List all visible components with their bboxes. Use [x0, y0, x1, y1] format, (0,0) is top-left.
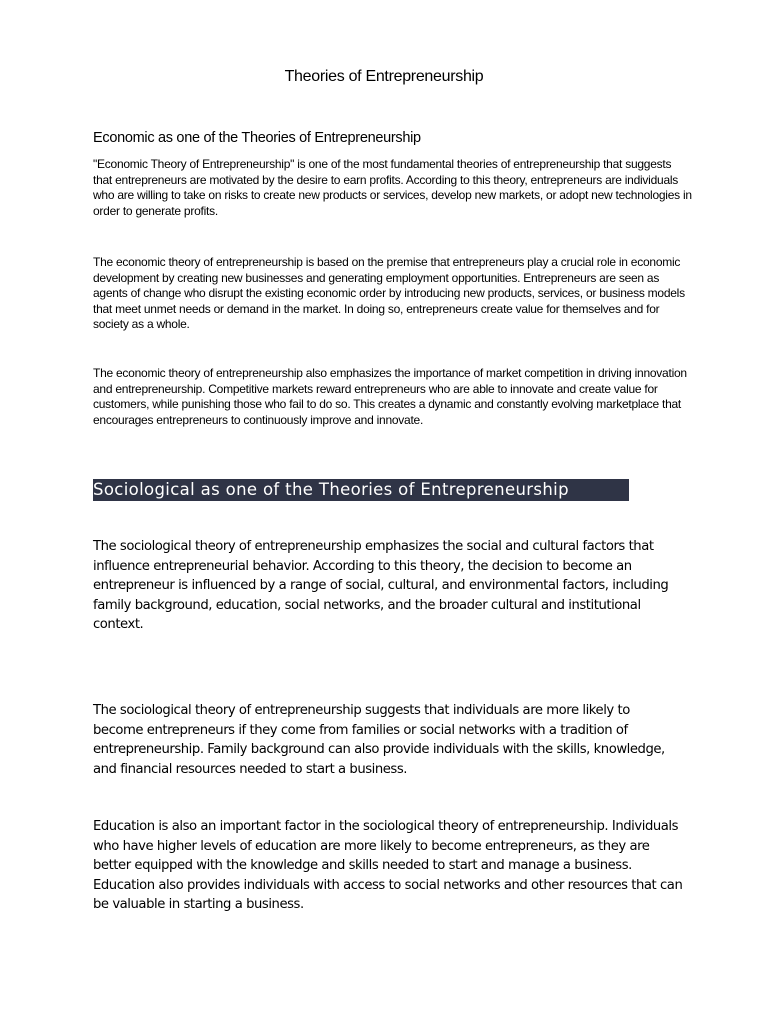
sociological-paragraph-1: The sociological theory of entrepreneurship emphasizes the social and cultural factors that influence entrepreneurial behavior. According to this theory, the decision to become an entrepreneur is influenced by a range of social, cultural, and environmental factors, including family background, education, social networks, and the broader cultural and institutional context. [93, 539, 669, 632]
document-title: Theories of Entrepreneurship [284, 68, 484, 85]
economic-paragraph-3: The economic theory of entrepreneurship also emphasizes the importance of market competition in driving innovation and entrepreneurship. Competitive markets reward entrepreneurs who are able to innovate and create value for customers, while punishing those who fail to do so. This creates a dynamic and constantly evolving marketplace that encourages entrepreneurs to continuously improve and innovate. [93, 366, 687, 427]
sociological-paragraph-2: The sociological theory of entrepreneurship suggests that individuals are more likely to become entrepreneurs if they come from families or social networks with a tradition of entrepreneurship. Family background can also provide individuals with the skills, knowledge, and financial resources needed to start a business. [93, 703, 665, 777]
sociological-section-heading: Sociological as one of the Theories of Entrepreneurship [93, 479, 629, 501]
economic-paragraph-2: The economic theory of entrepreneurship is based on the premise that entrepreneurs play a crucial role in economic development by creating new businesses and generating employment opportunities. Entrepreneurs are seen as agents of change who disrupt the existing economic order by introducing new products, services, or business models that meet unmet needs or demand in the market. In doing so, entrepreneurs create value for themselves and for society as a whole. [93, 255, 685, 332]
economic-section-heading: Economic as one of the Theories of Entrepreneurship [93, 130, 421, 146]
sociological-paragraph-3: Education is also an important factor in the sociological theory of entrepreneurship. Individuals who have higher levels of education are more likely to become entrepreneurs, as they are better equipped with the knowledge and skills needed to start and manage a business. Education also provides individuals with access to social networks and other resources that can be valuable in starting a business. [93, 819, 683, 912]
economic-paragraph-1: "Economic Theory of Entrepreneurship" is one of the most fundamental theories of entrepreneurship that suggests that entrepreneurs are motivated by the desire to earn profits. According to this theory, entrepreneurs are individuals who are willing to take on risks to create new products or services, develop new markets, or adopt new technologies in order to generate profits. [93, 157, 692, 218]
